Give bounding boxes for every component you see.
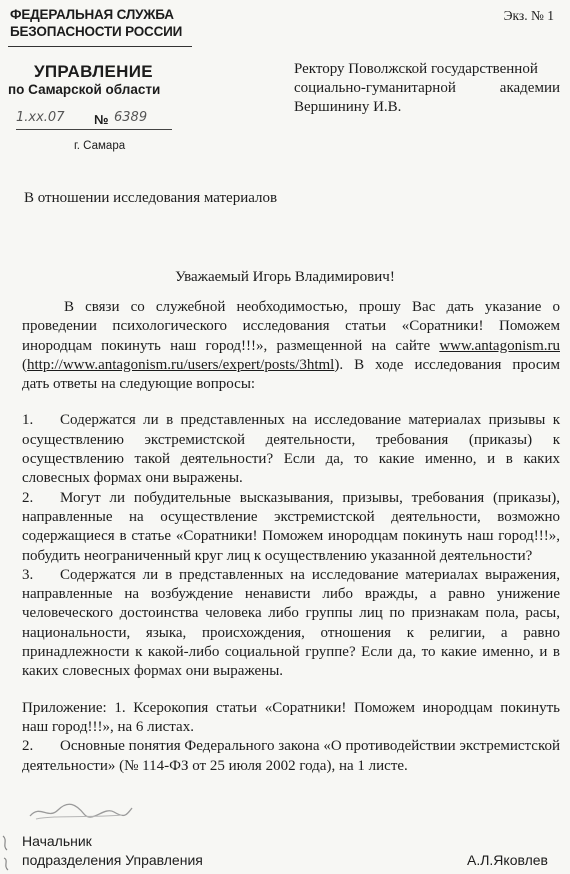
signature-scribble-icon [26, 800, 136, 822]
registration-number-label: № [94, 112, 109, 127]
intro-text-1: В связи со служебной необходимостью, прошу Вас дать указание о проведении психологического исследования статьи «Соратники! Поможем инородцам покинуть наш город!!!», размещенной на сайте [22, 299, 560, 354]
city: г. Самара [74, 140, 126, 152]
subject-line: В отношении исследования материалов [24, 190, 278, 206]
addressee-line-2 [294, 79, 560, 98]
spacer [22, 682, 560, 699]
addressee-line-1: Ректору Поволжской государственной [294, 61, 538, 77]
signatory-position-line-1: Начальник [22, 833, 92, 849]
attachment-1: Приложение: 1. Ксерокопия статьи «Соратники! Поможем инородцам покинуть наш город!!!», на 6 листах. [22, 699, 560, 735]
addressee-line-2a: социально-гуманитарной [294, 80, 456, 96]
registration-date: 1.xx.07 [16, 110, 65, 125]
question-text: Содержатся ли в представленных на исследование материалах выражения, направленные на возбуждение ненависти либо вражды, а равно унижение человеческого достоинства человека либо группы лиц по признакам пола, расы, национальности, языка, происхождения, отношения к религии, а равно принадлежности к какой-либо социальной группе? Если да, то какие именно, и в каких словесных формах они выражены. [22, 566, 560, 680]
question-text: Содержатся ли в представленных на исследование материалах призывы к осуществлению экстремистской деятельности, требования (приказы) к осуществлению такой деятельности? Если да, то какие именно, и в каких словесных формах они выражены. [22, 412, 560, 487]
attachment-number: 2. [22, 738, 34, 755]
site-link[interactable]: www.antagonism.ru [439, 337, 560, 354]
intro-text-2: ( [22, 356, 27, 373]
margin-mark-icon [0, 832, 14, 872]
registration-line [16, 110, 176, 132]
attachment-text: Основные понятия Федерального закона «О противодействии экстремистской деятельности» (№ 114-ФЗ от 25 июля 2002 года), на 1 листе. [22, 738, 560, 774]
article-link[interactable]: http://www.antagonism.ru/users/expert/posts/3html [27, 356, 335, 373]
signatory-name: А.Л.Яковлев [467, 852, 548, 868]
question-1 [22, 411, 560, 488]
intro-paragraph [22, 298, 560, 394]
copy-number: Экз. № 1 [503, 8, 554, 23]
attachment-2 [22, 737, 560, 776]
agency-line-1: ФЕДЕРАЛЬНАЯ СЛУЖБА [10, 7, 174, 22]
department-title: УПРАВЛЕНИЕ [34, 62, 153, 81]
addressee-line-2b: академии [499, 80, 560, 96]
addressee-block [294, 60, 560, 117]
intro-text-3: ). В ходе исследования просим дать ответы на следующие вопросы: [22, 356, 560, 393]
salutation: Уважаемый Игорь Владимирович! [175, 269, 395, 285]
spacer [22, 394, 560, 411]
question-number: 2. [22, 489, 34, 506]
signatory-position [22, 832, 203, 870]
agency-divider [8, 46, 192, 47]
question-text: Могут ли побудительные высказывания, призывы, требования (приказы), направленные на осуществление экстремистской деятельности, возможно содержащиеся в статье «Соратники! Поможем инородцам покинуть наш город!!!», побудить неограниченный круг лиц к осуществлению указанной деятельности? [22, 489, 560, 564]
registration-number: 6389 [114, 110, 148, 125]
signatory-position-line-2: подразделения Управления [22, 852, 203, 868]
registration-underline [16, 129, 172, 130]
agency-line-2: БЕЗОПАСНОСТИ РОССИИ [10, 24, 183, 39]
addressee-line-3: Вершинину И.В. [294, 99, 402, 115]
question-3 [22, 566, 560, 682]
question-2 [22, 489, 560, 566]
question-number: 1. [22, 412, 34, 429]
department-region: по Самарской области [8, 82, 161, 97]
agency-name [10, 6, 196, 40]
question-number: 3. [22, 566, 34, 583]
letter-body [22, 298, 560, 776]
